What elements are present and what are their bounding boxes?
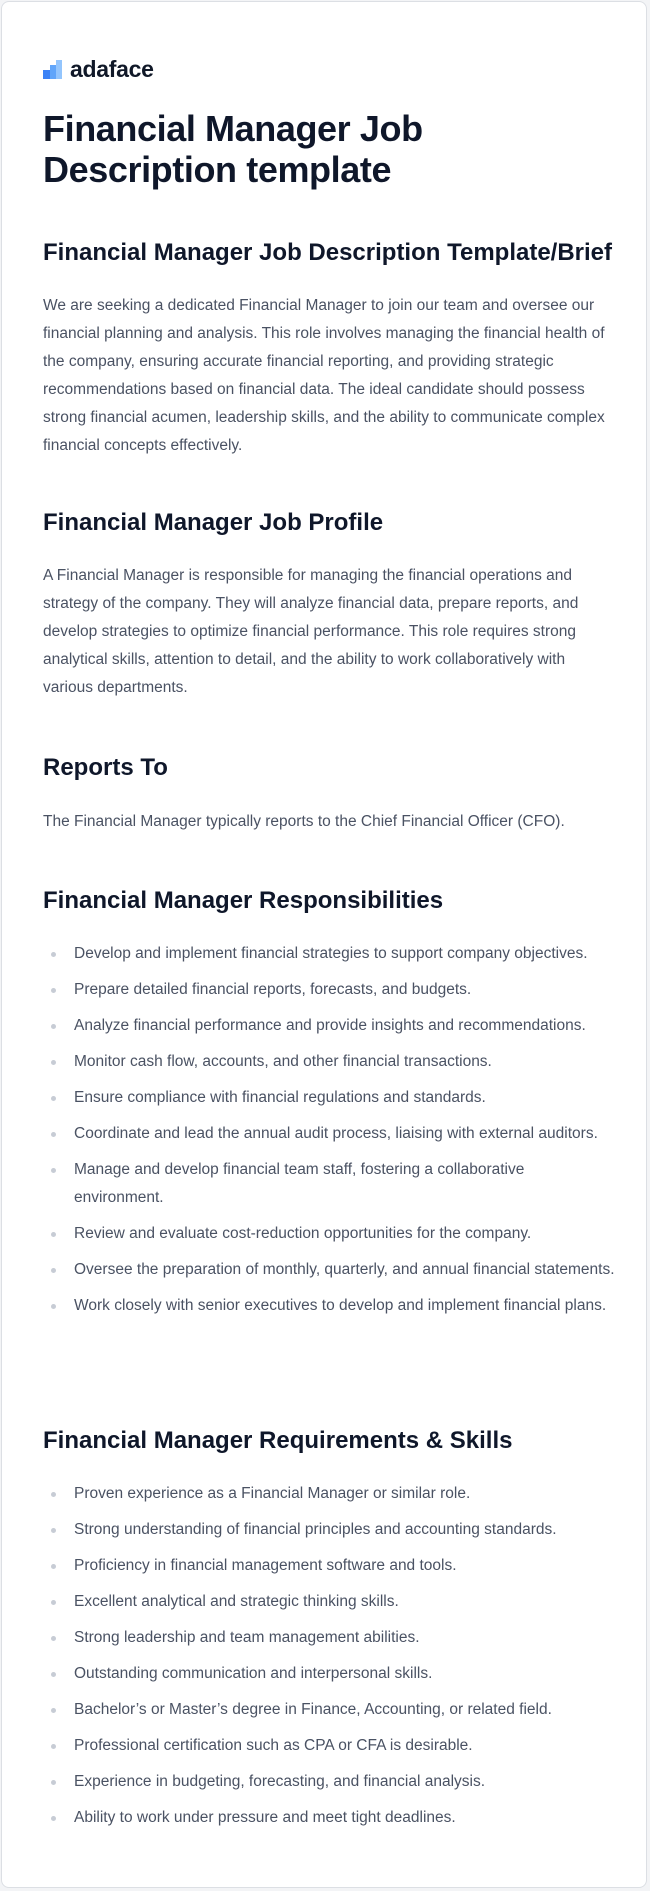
list-item	[43, 1220, 618, 1248]
adaface-logo-icon	[43, 59, 62, 79]
bullet-icon	[51, 1708, 56, 1713]
list-item-text: Excellent analytical and strategic thinking skills.	[74, 1593, 399, 1610]
list-item-text: Manage and develop financial team staff, fostering a collaborative environment.	[74, 1161, 525, 1206]
list-item	[43, 1660, 618, 1688]
responsibilities-list	[43, 940, 618, 1328]
bullet-icon	[51, 952, 56, 957]
list-item-text: Oversee the preparation of monthly, quarterly, and annual financial statements.	[74, 1261, 615, 1278]
list-item	[43, 1516, 618, 1544]
section-heading-profile: Financial Manager Job Profile	[43, 509, 384, 536]
section-text-profile: A Financial Manager is responsible for managing the financial operations and strategy of the company. They will analyze financial data, prepare reports, and develop strategies to optimize financial performance. This role requires strong analytical skills, attention to detail, and the ability to work collaboratively with various departments.	[43, 567, 579, 696]
page-title: Financial Manager Job Description template	[43, 108, 423, 190]
list-item-text: Proven experience as a Financial Manager or similar role.	[74, 1485, 471, 1502]
bullet-icon	[51, 1564, 56, 1569]
bullet-icon	[51, 1096, 56, 1101]
list-item	[43, 940, 618, 968]
list-item-text: Bachelor’s or Master’s degree in Finance, Accounting, or related field.	[74, 1701, 552, 1718]
list-item-text: Experience in budgeting, forecasting, and financial analysis.	[74, 1773, 486, 1790]
bullet-icon	[51, 1060, 56, 1065]
brand-name: adaface	[70, 55, 154, 82]
list-item	[43, 1012, 618, 1040]
list-item-text: Work closely with senior executives to develop and implement financial plans.	[74, 1297, 607, 1314]
list-item	[43, 1048, 618, 1076]
bullet-icon	[51, 1636, 56, 1641]
section-heading-requirements: Financial Manager Requirements & Skills	[43, 1427, 513, 1454]
list-item-text: Develop and implement financial strategies to support company objectives.	[74, 945, 588, 962]
list-item	[43, 1084, 618, 1112]
list-item	[43, 976, 618, 1004]
list-item-text: Ensure compliance with financial regulations and standards.	[74, 1089, 486, 1106]
bullet-icon	[51, 1168, 56, 1173]
list-item	[43, 1696, 618, 1724]
bullet-icon	[51, 1304, 56, 1309]
bullet-icon	[51, 1600, 56, 1605]
bullet-icon	[51, 1744, 56, 1749]
list-item-text: Prepare detailed financial reports, forecasts, and budgets.	[74, 981, 472, 998]
list-item-text: Outstanding communication and interpersonal skills.	[74, 1665, 433, 1682]
list-item	[43, 1156, 618, 1212]
list-item-text: Coordinate and lead the annual audit process, liaising with external auditors.	[74, 1125, 598, 1142]
list-item-text: Strong leadership and team management abilities.	[74, 1629, 420, 1646]
list-item-text: Professional certification such as CPA or CFA is desirable.	[74, 1737, 473, 1754]
list-item	[43, 1768, 618, 1796]
bullet-icon	[51, 1232, 56, 1237]
list-item-text: Proficiency in financial management software and tools.	[74, 1557, 457, 1574]
list-item	[43, 1120, 618, 1148]
section-heading-reports-to: Reports To	[43, 754, 168, 781]
bullet-icon	[51, 1816, 56, 1821]
list-item-text: Ability to work under pressure and meet tight deadlines.	[74, 1809, 456, 1826]
section-text-brief: We are seeking a dedicated Financial Manager to join our team and oversee our financial planning and analysis. This role involves managing the financial health of the company, ensuring accurate financial reporting, and providing strategic recommendations based on financial data. The ideal candidate should possess strong financial acumen, leadership skills, and the ability to communicate complex financial concepts effectively.	[43, 297, 605, 454]
bullet-icon	[51, 988, 56, 993]
list-item-text: Analyze financial performance and provide insights and recommendations.	[74, 1017, 586, 1034]
list-item	[43, 1732, 618, 1760]
list-item-text: Strong understanding of financial principles and accounting standards.	[74, 1521, 557, 1538]
bullet-icon	[51, 1024, 56, 1029]
section-heading-brief: Financial Manager Job Description Template/Brief	[43, 239, 613, 266]
section-heading-responsibilities: Financial Manager Responsibilities	[43, 887, 444, 914]
list-item-text: Review and evaluate cost-reduction opportunities for the company.	[74, 1225, 532, 1242]
bullet-icon	[51, 1780, 56, 1785]
bullet-icon	[51, 1132, 56, 1137]
bullet-icon	[51, 1528, 56, 1533]
list-item	[43, 1256, 618, 1284]
bullet-icon	[51, 1268, 56, 1273]
list-item	[43, 1480, 618, 1508]
list-item	[43, 1804, 618, 1832]
list-item	[43, 1624, 618, 1652]
bullet-icon	[51, 1672, 56, 1677]
brand-logo[interactable]	[43, 55, 154, 83]
bullet-icon	[51, 1492, 56, 1497]
list-item	[43, 1552, 618, 1580]
list-item	[43, 1292, 618, 1320]
document-card	[1, 1, 647, 1888]
list-item-text: Monitor cash flow, accounts, and other financial transactions.	[74, 1053, 492, 1070]
requirements-list	[43, 1480, 618, 1840]
section-text-reports-to: The Financial Manager typically reports to the Chief Financial Officer (CFO).	[43, 813, 565, 830]
list-item	[43, 1588, 618, 1616]
